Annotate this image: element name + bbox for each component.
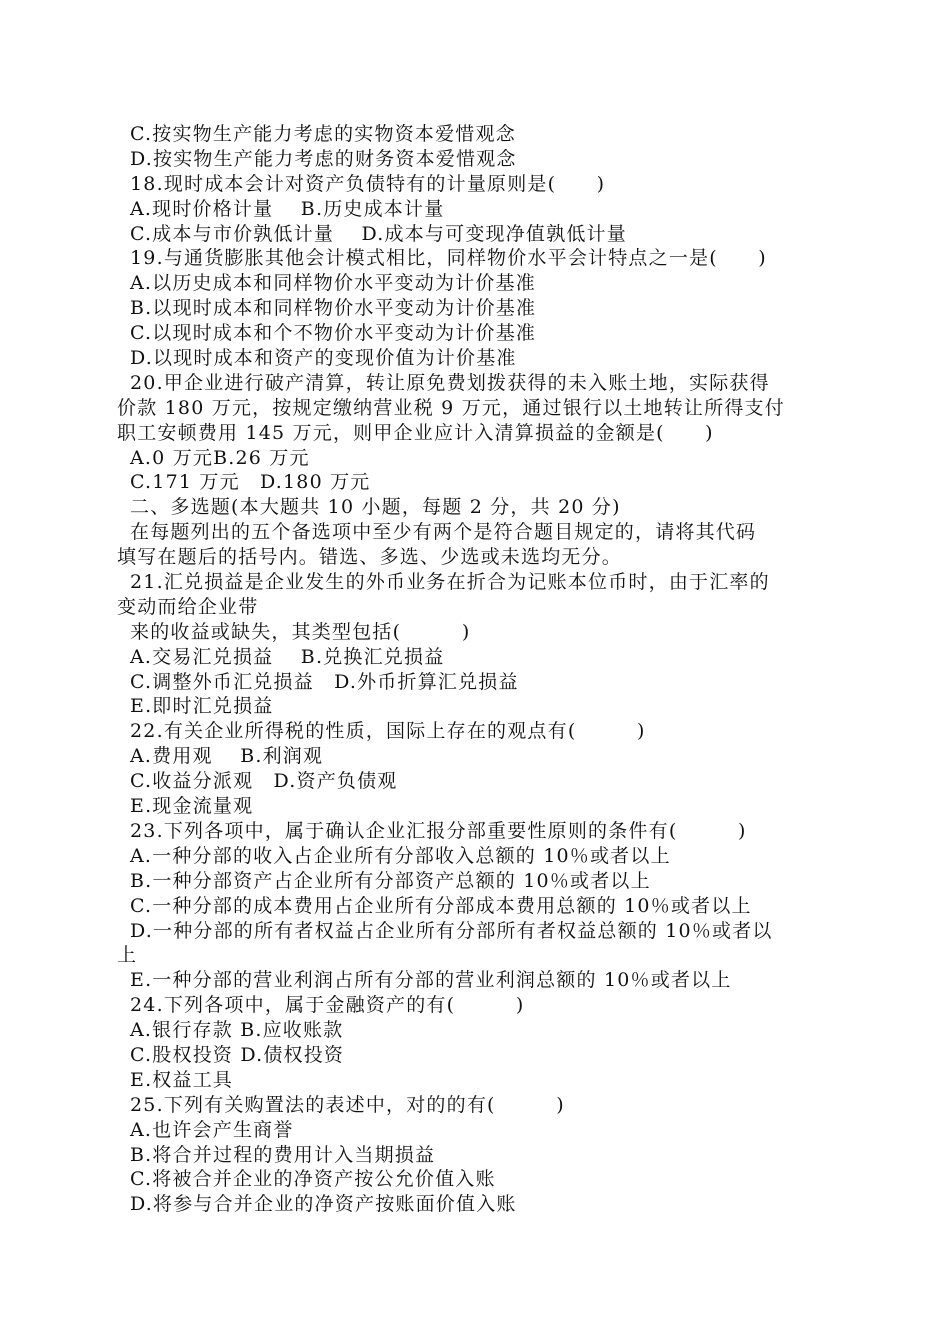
text-line: B.以现时成本和同样物价水平变动为计价基准 <box>130 297 537 320</box>
text-line: C.调整外币汇兑损益 D.外币折算汇兑损益 <box>130 670 519 693</box>
text-line: 20.甲企业进行破产清算，转让原免费划拨获得的未入账土地，实际获得 <box>130 371 770 394</box>
text-line: A.银行存款 B.应收账款 <box>130 1019 344 1042</box>
document-page <box>117 122 832 1217</box>
text-line: 二、多选题(本大题共 10 小题，每题 2 分，共 20 分) <box>130 496 621 519</box>
text-line: E.现金流量观 <box>130 795 254 818</box>
text-line: A.0 万元B.26 万元 <box>130 446 310 469</box>
text-line: A.现时价格计量 B.历史成本计量 <box>130 197 445 220</box>
text-line: 24.下列各项中，属于金融资产的有( ) <box>130 994 525 1017</box>
text-line: B.将合并过程的费用计入当期损益 <box>130 1143 436 1166</box>
text-line: 来的收益或缺失，其类型包括( ) <box>130 620 471 643</box>
text-line: A.一种分部的收入占企业所有分部收入总额的 10％或者以上 <box>130 844 671 867</box>
text-line: B.一种分部资产占企业所有分部资产总额的 10％或者以上 <box>130 869 651 892</box>
text-line: A.交易汇兑损益 B.兑换汇兑损益 <box>130 645 445 668</box>
text-line: 18.现时成本会计对资产负债特有的计量原则是( ) <box>130 172 606 195</box>
text-line: C.171 万元 D.180 万元 <box>130 471 371 494</box>
text-line: E.一种分部的营业利润占所有分部的营业利润总额的 10％或者以上 <box>130 969 732 992</box>
text-line: 23.下列各项中，属于确认企业汇报分部重要性原则的条件有( ) <box>130 819 747 842</box>
text-line: C.以现时成本和个不物价水平变动为计价基准 <box>130 322 537 345</box>
text-line: D.一种分部的所有者权益占企业所有分部所有者权益总额的 10％或者以 <box>130 919 773 942</box>
text-line: E.即时汇兑损益 <box>130 695 274 718</box>
text-line: C.将被合并企业的净资产按公允价值入账 <box>130 1168 496 1191</box>
text-line: 职工安顿费用 145 万元，则甲企业应计入清算损益的金额是( ) <box>117 421 714 444</box>
text-line: C.股权投资 D.债权投资 <box>130 1043 345 1066</box>
text-line: 变动而给企业带 <box>117 595 259 618</box>
text-line: 填写在题后的括号内。错选、多选、少选或未选均无分。 <box>117 546 623 569</box>
text-line: C.按实物生产能力考虑的实物资本爱惜观念 <box>130 123 516 145</box>
text-line: 上 <box>117 944 138 967</box>
text-line: A.以历史成本和同样物价水平变动为计价基准 <box>130 272 536 295</box>
text-line: A.也许会产生商誉 <box>130 1118 294 1141</box>
text-line: D.以现时成本和资产的变现价值为计价基准 <box>130 347 517 370</box>
text-line: 价款 180 万元，按规定缴纳营业税 9 万元，通过银行以土地转让所得支付 <box>117 396 785 419</box>
text-line: 25.下列有关购置法的表述中，对的的有( ) <box>130 1093 565 1116</box>
text-line: 19.与通货膨胀其他会计模式相比，同样物价水平会计特点之一是( ) <box>130 247 767 270</box>
text-line: A.费用观 B.利润观 <box>130 745 324 768</box>
text-line: 21.汇兑损益是企业发生的外币业务在折合为记账本位币时，由于汇率的 <box>130 571 770 594</box>
text-line: D.按实物生产能力考虑的财务资本爱惜观念 <box>130 147 517 170</box>
text-line: D.将参与合并企业的净资产按账面价值入账 <box>130 1193 517 1216</box>
text-line: E.权益工具 <box>130 1068 234 1091</box>
text-line: C.成本与市价孰低计量 D.成本与可变现净值孰低计量 <box>130 222 627 245</box>
text-line: 在每题列出的五个备选项中至少有两个是符合题目规定的，请将其代码 <box>130 521 757 544</box>
text-line: 22.有关企业所得税的性质，国际上存在的观点有( ) <box>130 720 646 743</box>
text-line: C.收益分派观 D.资产负债观 <box>130 770 398 793</box>
text-line: C.一种分部的成本费用占企业所有分部成本费用总额的 10％或者以上 <box>130 894 752 917</box>
